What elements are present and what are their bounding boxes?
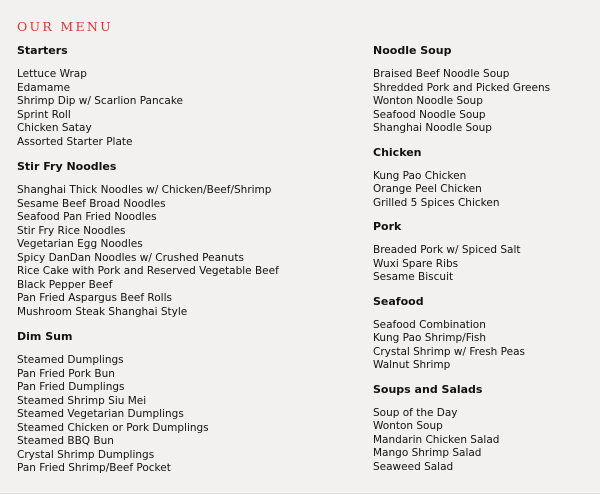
menu-item: Sprint Roll [17, 108, 71, 121]
menu-item: Vegetarian Egg Noodles [17, 238, 143, 250]
menu-item: Shanghai Thick Noodles w/ Chicken/Beef/Shrimp [17, 184, 272, 196]
menu-item: Braised Beef Noodle Soup [373, 68, 510, 80]
section-heading: Dim Sum [17, 330, 73, 343]
menu-item: Pan Fried Shrimp/Beef Pocket [17, 462, 171, 474]
menu-item: Breaded Pork w/ Spiced Salt [373, 244, 521, 256]
menu-section-noodle-soup [373, 44, 588, 136]
menu-item: Wonton Noodle Soup [373, 95, 483, 107]
menu-item: Steamed Dumplings [17, 354, 124, 366]
menu-item: Steamed Vegetarian Dumplings [17, 408, 184, 420]
menu-item: Crystal Shrimp w/ Fresh Peas [373, 345, 525, 358]
menu-item: Seafood Noodle Soup [373, 108, 486, 121]
menu-item: Sesame Beef Broad Noodles [17, 197, 166, 210]
menu-item: Soup of the Day [373, 406, 458, 419]
menu-item: Chicken Satay [17, 122, 92, 134]
menu-item: Wonton Soup [373, 420, 443, 432]
menu-item: Seaweed Salad [373, 460, 454, 473]
menu-item: Edamame [17, 81, 71, 94]
menu-item: Shrimp Dip w/ Scarlion Pancake [17, 95, 184, 107]
menu-item: Orange Peel Chicken [373, 183, 482, 195]
menu-title: OUR MENU [17, 19, 113, 34]
menu-item: Steamed BBQ Bun [17, 435, 114, 447]
menu-item: Grilled 5 Spices Chicken [373, 196, 500, 209]
menu-item: Shanghai Noodle Soup [373, 122, 492, 134]
menu-item: Spicy DanDan Noodles w/ Crushed Peanuts [17, 251, 244, 264]
menu-item: Seafood Combination [373, 318, 486, 331]
menu-item-list [17, 184, 347, 319]
menu-item: Stir Fry Rice Noodles [17, 224, 126, 237]
menu-section-pork [373, 220, 588, 285]
menu-item: Black Pepper Beef [17, 278, 113, 291]
menu-section-soups-and-salads [373, 383, 588, 475]
menu-item: Walnut Shrimp [373, 359, 451, 371]
section-heading: Noodle Soup [373, 44, 452, 57]
menu-item: Mango Shrimp Salad [373, 447, 482, 459]
menu-item: Kung Pao Chicken [373, 169, 467, 182]
menu-item: Assorted Starter Plate [17, 135, 133, 148]
menu-section-dim-sum [17, 330, 347, 476]
menu-item-list [373, 170, 588, 211]
menu-section-starters [17, 44, 347, 149]
right-column [373, 44, 588, 484]
menu-item-list [373, 319, 588, 373]
menu-item: Crystal Shrimp Dumplings [17, 448, 155, 461]
section-heading: Starters [17, 44, 68, 57]
section-heading: Soups and Salads [373, 382, 483, 396]
menu-item: Wuxi Spare Ribs [373, 257, 459, 270]
menu-item: Pan Fried Dumplings [17, 381, 125, 393]
menu-item-list [373, 68, 588, 136]
menu-item: Pan Fried Pork Bun [17, 367, 115, 380]
menu-item: Rice Cake with Pork and Reserved Vegetable Beef [17, 265, 279, 277]
menu-item: Steamed Shrimp Siu Mei [17, 394, 147, 407]
menu-item: Mandarin Chicken Salad [373, 433, 500, 446]
menu-item: Lettuce Wrap [17, 68, 87, 80]
menu-item-list [373, 407, 588, 475]
section-heading: Stir Fry Noodles [17, 160, 117, 173]
menu-item: Shredded Pork and Picked Greens [373, 81, 551, 94]
menu-item-list [17, 68, 347, 149]
menu-section-stir-fry-noodles [17, 160, 347, 319]
menu-item: Steamed Chicken or Pork Dumplings [17, 421, 209, 434]
menu-item-list [373, 244, 588, 285]
section-heading: Chicken [373, 145, 422, 159]
menu-item: Sesame Biscuit [373, 271, 454, 283]
menu-section-seafood [373, 295, 588, 373]
menu-item: Kung Pao Shrimp/Fish [373, 332, 487, 344]
menu-item-list [17, 354, 347, 476]
left-column [17, 44, 347, 487]
section-heading: Pork [373, 220, 402, 233]
menu-item: Pan Fried Aspargus Beef Rolls [17, 292, 172, 304]
menu-section-chicken [373, 146, 588, 211]
section-heading: Seafood [373, 294, 424, 308]
menu-item: Seafood Pan Fried Noodles [17, 211, 157, 223]
menu-item: Mushroom Steak Shanghai Style [17, 305, 188, 318]
